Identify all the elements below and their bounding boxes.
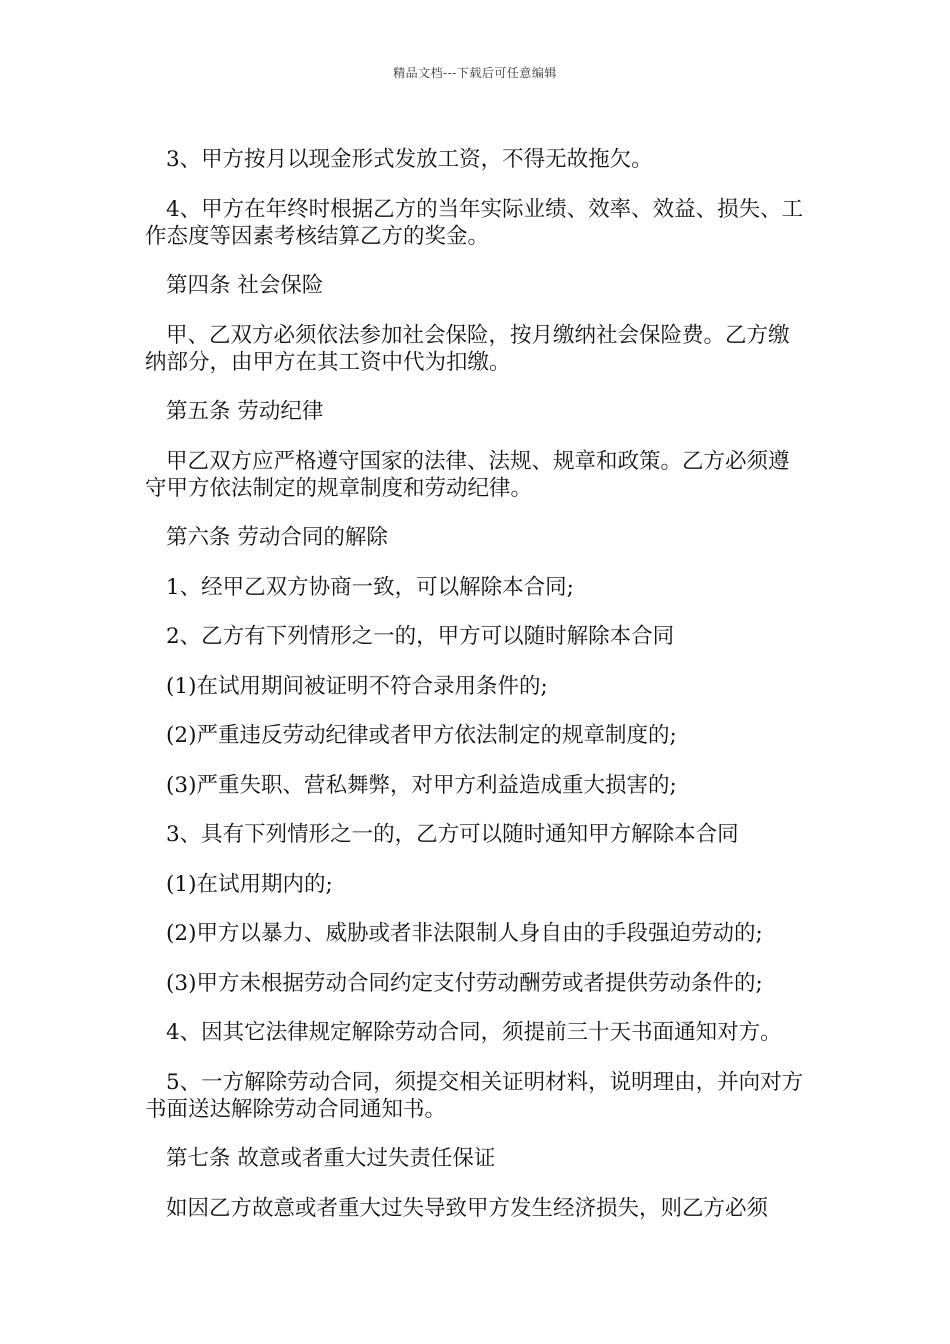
list-item: 2、乙方有下列情形之一的，甲方可以随时解除本合同	[166, 624, 675, 649]
sub-list-item: (3)严重失职、营私舞弊，对甲方利益造成重大损害的;	[166, 772, 677, 798]
sub-list-item: (2)严重违反劳动纪律或者甲方依法制定的规章制度的;	[166, 723, 677, 748]
paragraph: 如因乙方故意或者重大过失导致甲方发生经济损失，则乙方必须	[166, 1195, 769, 1221]
sub-list-item: (3)甲方未根据劳动合同约定支付劳动酬劳或者提供劳动条件的;	[166, 970, 763, 996]
document-body	[145, 146, 810, 1244]
list-item: 4、因其它法律规定解除劳动合同，须提前三十天书面通知对方。	[166, 1020, 782, 1045]
section-heading: 第六条 劳动合同的解除	[166, 525, 388, 550]
section-heading: 第四条 社会保险	[166, 273, 324, 298]
sub-list-item: (2)甲方以暴力、威胁或者非法限制人身自由的手段强迫劳动的;	[166, 921, 763, 946]
section-heading: 第五条 劳动纪律	[166, 399, 324, 424]
paragraph: 4、甲方在年终时根据乙方的当年实际业绩、效率、效益、损失、工作态度等因素考核结算乙方的奖金。	[145, 196, 804, 249]
list-item: 5、一方解除劳动合同，须提交相关证明材料，说明理由，并向对方书面送达解除劳动合同通知书。	[145, 1069, 804, 1122]
sub-list-item: (1)在试用期内的;	[166, 871, 333, 897]
paragraph: 3、甲方按月以现金形式发放工资，不得无故拖欠。	[166, 147, 653, 172]
section-heading: 第七条 故意或者重大过失责任保证	[166, 1146, 496, 1171]
paragraph: 甲、乙双方必须依法参加社会保险，按月缴纳社会保险费。乙方缴纳部分，由甲方在其工资中代为扣缴。	[145, 322, 790, 375]
list-item: 1、经甲乙双方协商一致，可以解除本合同;	[166, 574, 574, 600]
sub-list-item: (1)在试用期间被证明不符合录用条件的;	[166, 673, 548, 699]
page-header: 精品文档---下载后可任意编辑	[393, 66, 557, 80]
paragraph: 甲乙双方应严格遵守国家的法律、法规、规章和政策。乙方必须遵守甲方依法制定的规章制度和劳动纪律。	[145, 448, 790, 501]
list-item: 3、具有下列情形之一的，乙方可以随时通知甲方解除本合同	[166, 822, 739, 847]
